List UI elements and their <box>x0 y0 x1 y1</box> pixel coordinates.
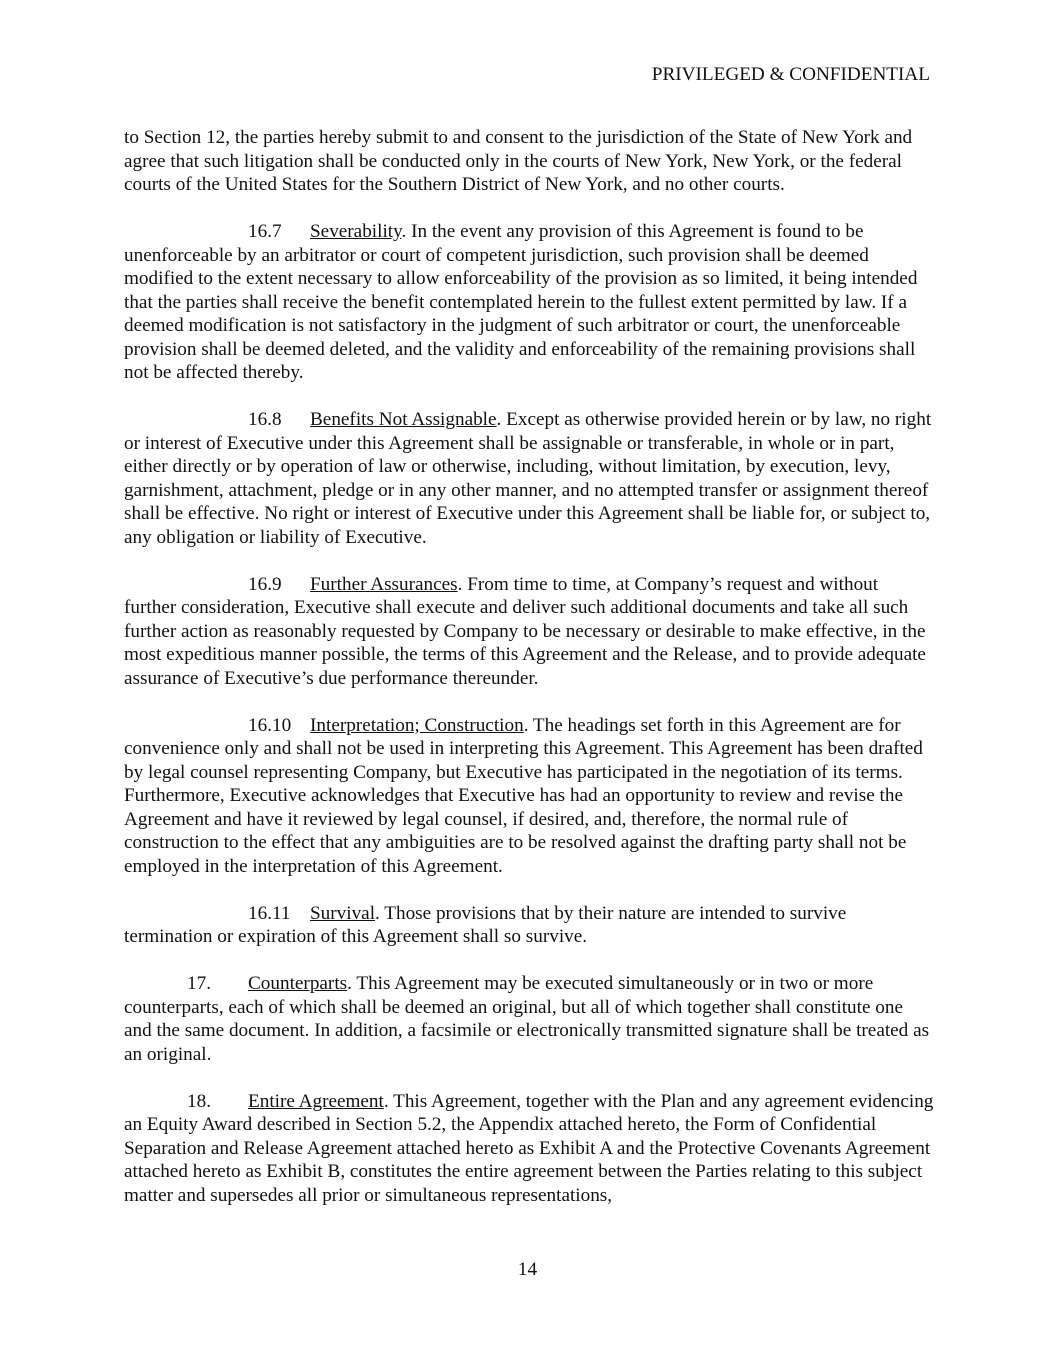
section-number: 16.9 <box>248 573 282 595</box>
section-number: 16.10 <box>248 714 292 736</box>
section-16-9 <box>124 573 934 691</box>
section-title: Counterparts <box>248 973 348 994</box>
section-number: 17. <box>187 973 211 994</box>
section-16-8 <box>124 408 934 549</box>
section-title: Further Assurances <box>310 573 458 595</box>
document-body <box>124 126 934 1231</box>
section-18 <box>124 1090 934 1208</box>
section-text: . Except as otherwise provided herein or by law, no right or interest of Executive under this Agreement shall be assignable or transferable, in whole or in part, either directly or by operation of law or otherwise, including, without limitation, by execution, levy, garnishment, attachment, pledge or in any other manner, and no attempted transfer or assignment thereof shall be effective. No right or interest of Executive under this Agreement shall be liable for, or subject to, any obligation or liability of Executive. <box>124 409 932 548</box>
section-title: Severability <box>310 221 402 242</box>
section-title: Entire Agreement <box>248 1090 384 1112</box>
section-16-7 <box>124 220 934 385</box>
section-text: . This Agreement may be executed simultaneously or in two or more counterparts, each of which shall be deemed an original, but all of which together shall constitute one and the same document. In addition, a facsimile or electronically transmitted signature shall be treated as an original. <box>124 973 930 1065</box>
page-number: 14 <box>517 1259 538 1280</box>
section-number: 16.11 <box>248 902 291 924</box>
section-16-11 <box>124 902 934 949</box>
section-title: Interpretation; Construction <box>310 714 524 736</box>
continued-paragraph: to Section 12, the parties hereby submit to and consent to the jurisdiction of the State of New York and agree that such litigation shall be conducted only in the courts of New York, New York, or the federal courts of the United States for the Southern District of New York, and no other courts. <box>124 127 913 195</box>
section-number: 16.7 <box>248 221 282 242</box>
section-text: . Those provisions that by their nature are intended to survive termination or expiration of this Agreement shall so survive. <box>124 902 847 947</box>
section-title: Benefits Not Assignable <box>310 409 497 430</box>
section-text: . In the event any provision of this Agreement is found to be unenforceable by an arbitrator or court of competent jurisdiction, such provision shall be deemed modified to the extent necessary to allow enforceability of the provision as so limited, it being intended that the parties shall receive the benefit contemplated herein to the fullest extent permitted by law. If a deemed modification is not satisfactory in the judgment of such arbitrator or court, the unenforceable provision shall be deemed deleted, and the validity and enforceability of the remaining provisions shall not be affected thereby. <box>124 221 918 383</box>
section-number: 16.8 <box>248 409 282 430</box>
section-text: . The headings set forth in this Agreement are for convenience only and shall not be used in interpreting this Agreement. This Agreement has been drafted by legal counsel representing Company, but Executive has participated in the negotiation of its terms. Furthermore, Executive acknowledges that Executive has had an opportunity to review and revise the Agreement and have it reviewed by legal counsel, if desired, and, therefore, the normal rule of construction to the effect that any ambiguities are to be resolved against the drafting party shall not be employed in the interpretation of this Agreement. <box>124 714 923 877</box>
section-16-10 <box>124 714 934 879</box>
confidentiality-header: PRIVILEGED & CONFIDENTIAL <box>651 64 930 85</box>
section-title: Survival <box>310 902 376 924</box>
section-text: . From time to time, at Company’s request and without further consideration, Executive shall execute and deliver such additional documents and take all such further action as reasonably requested by Company to be necessary or desirable to make effective, in the most expeditious manner possible, the terms of this Agreement and the Release, and to provide adequate assurance of Executive’s due performance thereunder. <box>124 573 926 689</box>
section-17 <box>124 972 934 1066</box>
section-number: 18. <box>187 1090 211 1112</box>
section-text: . This Agreement, together with the Plan and any agreement evidencing an Equity Award described in Section 5.2, the Appendix attached hereto, the Form of Confidential Separation and Release Agreement attached hereto as Exhibit A and the Protective Covenants Agreement attached hereto as Exhibit B, constitutes the entire agreement between the Parties relating to this subject matter and supersedes all prior or simultaneous representations, <box>124 1090 934 1206</box>
